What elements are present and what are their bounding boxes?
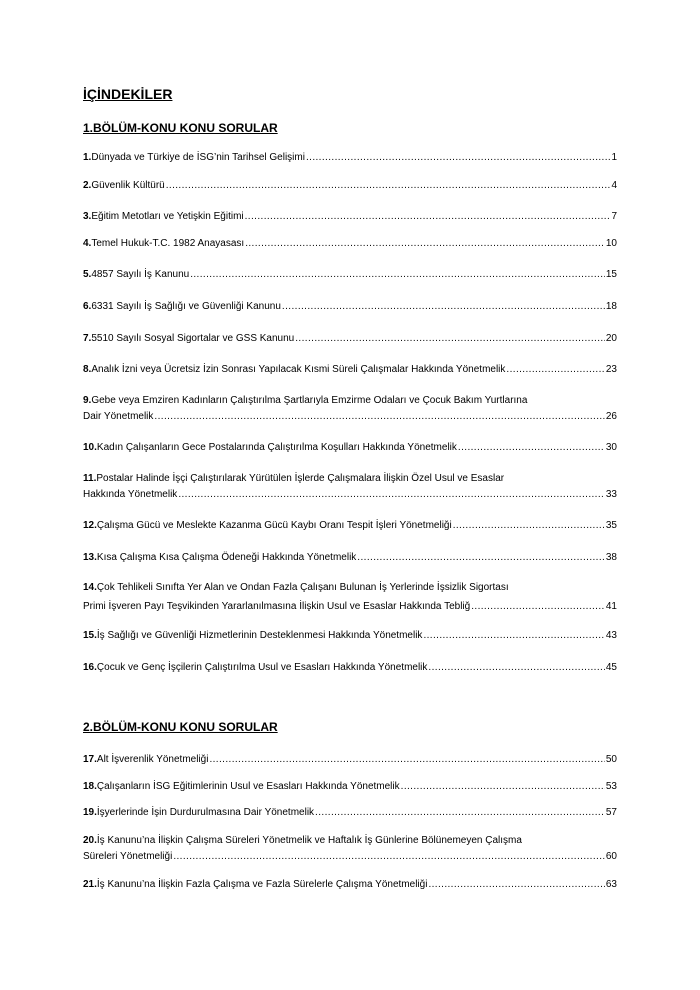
toc-entry-7[interactable]	[83, 331, 617, 347]
toc-entry-20[interactable]	[83, 833, 617, 865]
entry-page-number: 10	[605, 238, 617, 249]
entry-number: 15.	[83, 630, 97, 641]
toc-entry-3[interactable]	[83, 209, 617, 225]
entry-title: 5510 Sayılı Sosyal Sigortalar ve GSS Kanunu	[91, 333, 295, 344]
dot-leader	[209, 752, 604, 768]
entry-number: 20.	[83, 835, 97, 846]
entry-title: 6331 Sayılı İş Sağlığı ve Güvenliği Kanunu	[91, 301, 281, 312]
entry-number: 13.	[83, 552, 97, 563]
entry-number: 19.	[83, 807, 97, 818]
entry-title: Alt İşverenlik Yönetmeliği	[96, 754, 209, 765]
entry-title-line1: Çok Tehlikeli Sınıfta Yer Alan ve Ondan Fazla Çalışanı Bulunan İş Yerlerinde İşsizlik Sigortası	[96, 582, 509, 593]
toc-entry-9[interactable]	[83, 393, 617, 425]
entry-page-number: 45	[605, 662, 617, 673]
dot-leader	[506, 362, 604, 378]
entry-page-number: 18	[605, 301, 617, 312]
entry-page-number: 33	[605, 489, 617, 500]
entry-page-number: 50	[605, 754, 617, 765]
entry-number: 14.	[83, 582, 97, 593]
entry-number: 1.	[83, 152, 92, 163]
entry-title: İş Sağlığı ve Güvenliği Hizmetlerinin Desteklenmesi Hakkında Yönetmelik	[96, 630, 423, 641]
entry-page-number: 57	[605, 807, 617, 818]
entry-title: Dünyada ve Türkiye de İSG’nin Tarihsel Gelişimi	[91, 152, 305, 163]
entry-page-number: 15	[605, 269, 617, 280]
entry-page-number: 26	[605, 411, 617, 422]
entry-title: Süreleri Yönetmeliği	[83, 851, 173, 862]
entry-page-number: 1	[611, 152, 617, 163]
entry-title: Kadın Çalışanların Gece Postalarında Çalıştırılma Koşulları Hakkında Yönetmelik	[96, 442, 457, 453]
dot-leader	[245, 236, 605, 252]
dot-leader	[471, 599, 605, 615]
entry-page-number: 30	[605, 442, 617, 453]
toc-entry-12[interactable]	[83, 518, 617, 534]
entry-title: İş Kanunu’na İlişkin Fazla Çalışma ve Fazla Sürelerle Çalışma Yönetmeliği	[96, 879, 428, 890]
dot-leader	[315, 805, 605, 821]
entry-number: 12.	[83, 520, 97, 531]
entry-page-number: 7	[611, 211, 617, 222]
entry-number: 21.	[83, 879, 97, 890]
dot-leader	[166, 178, 611, 194]
toc-entry-1[interactable]	[83, 150, 617, 166]
entry-page-number: 4	[611, 180, 617, 191]
dot-leader	[178, 487, 605, 503]
toc-entry-21[interactable]	[83, 877, 617, 893]
entry-number: 18.	[83, 781, 97, 792]
entry-number: 17.	[83, 754, 97, 765]
entry-title-line1: İş Kanunu’na İlişkin Çalışma Süreleri Yönetmelik ve Haftalık İş Günlerine Bölünemeyen Çalışma	[96, 835, 522, 846]
entry-page-number: 43	[605, 630, 617, 641]
entry-title-line1: Postalar Halinde İşçi Çalıştırılarak Yürütülen İşlerde Çalışmalara İlişkin Özel Usul ve Esaslar	[96, 473, 505, 484]
entry-title: 4857 Sayılı İş Kanunu	[91, 269, 190, 280]
dot-leader	[173, 849, 605, 865]
toc-entry-15[interactable]	[83, 628, 617, 644]
toc-entry-17[interactable]	[83, 752, 617, 768]
toc-entry-4[interactable]	[83, 236, 617, 252]
entry-number: 5.	[83, 269, 92, 280]
entry-number: 2.	[83, 180, 92, 191]
entry-page-number: 63	[605, 879, 617, 890]
entry-number: 8.	[83, 364, 92, 375]
entry-page-number: 60	[605, 851, 617, 862]
entry-number: 7.	[83, 333, 92, 344]
toc-entry-5[interactable]	[83, 267, 617, 283]
entry-title: Primi İşveren Payı Teşvikinden Yararlanılmasına İlişkin Usul ve Esaslar Hakkında Tebliğ	[83, 601, 471, 612]
entry-page-number: 53	[605, 781, 617, 792]
section-heading-1: 1.BÖLÜM-KONU KONU SORULAR	[83, 121, 278, 135]
entry-page-number: 35	[605, 520, 617, 531]
dot-leader	[453, 518, 605, 534]
entry-title: Kısa Çalışma Kısa Çalışma Ödeneği Hakkında Yönetmelik	[96, 552, 357, 563]
dot-leader	[401, 779, 605, 795]
toc-entry-14[interactable]	[83, 580, 617, 615]
dot-leader	[245, 209, 611, 225]
entry-title: Dair Yönetmelik	[83, 411, 154, 422]
entry-title: Hakkında Yönetmelik	[83, 489, 178, 500]
entry-title: Güvenlik Kültürü	[91, 180, 165, 191]
toc-entry-10[interactable]	[83, 440, 617, 456]
dot-leader	[357, 550, 605, 566]
entry-title: Temel Hukuk-T.C. 1982 Anayasası	[91, 238, 245, 249]
entry-title: Çocuk ve Genç İşçilerin Çalıştırılma Usul ve Esasları Hakkında Yönetmelik	[96, 662, 428, 673]
entry-number: 6.	[83, 301, 92, 312]
entry-number: 9.	[83, 395, 92, 406]
toc-entry-6[interactable]	[83, 299, 617, 315]
entry-page-number: 41	[605, 601, 617, 612]
toc-entry-19[interactable]	[83, 805, 617, 821]
entry-title-line1: Gebe veya Emziren Kadınların Çalıştırılma Şartlarıyla Emzirme Odaları ve Çocuk Bakım Yurtlarına	[91, 395, 528, 406]
dot-leader	[423, 628, 604, 644]
toc-entry-8[interactable]	[83, 362, 617, 378]
dot-leader	[428, 877, 604, 893]
entry-number: 16.	[83, 662, 97, 673]
dot-leader	[154, 409, 604, 425]
toc-entry-13[interactable]	[83, 550, 617, 566]
toc-entry-11[interactable]	[83, 471, 617, 503]
entry-number: 3.	[83, 211, 92, 222]
section-heading-2: 2.BÖLÜM-KONU KONU SORULAR	[83, 720, 278, 734]
dot-leader	[295, 331, 605, 347]
entry-title: Çalışanların İSG Eğitimlerinin Usul ve Esasları Hakkında Yönetmelik	[96, 781, 400, 792]
entry-page-number: 20	[605, 333, 617, 344]
dot-leader	[190, 267, 605, 283]
toc-entry-16[interactable]	[83, 660, 617, 676]
entry-title: Analık İzni veya Ücretsiz İzin Sonrası Yapılacak Kısmi Süreli Çalışmalar Hakkında Yönetmelik	[91, 364, 506, 375]
entry-title: Eğitim Metotları ve Yetişkin Eğitimi	[91, 211, 244, 222]
dot-leader	[428, 660, 604, 676]
entry-number: 10.	[83, 442, 97, 453]
entry-title: İşyerlerinde İşin Durdurulmasına Dair Yönetmelik	[96, 807, 315, 818]
toc-title: İÇİNDEKİLER	[83, 86, 173, 102]
entry-title: Çalışma Gücü ve Meslekte Kazanma Gücü Kaybı Oranı Tespit İşleri Yönetmeliği	[96, 520, 452, 531]
entry-page-number: 38	[605, 552, 617, 563]
entry-page-number: 23	[605, 364, 617, 375]
dot-leader	[306, 150, 610, 166]
dot-leader	[282, 299, 605, 315]
entry-number: 11.	[83, 473, 97, 484]
entry-number: 4.	[83, 238, 92, 249]
dot-leader	[458, 440, 605, 456]
toc-entry-18[interactable]	[83, 779, 617, 795]
toc-entry-2[interactable]	[83, 178, 617, 194]
